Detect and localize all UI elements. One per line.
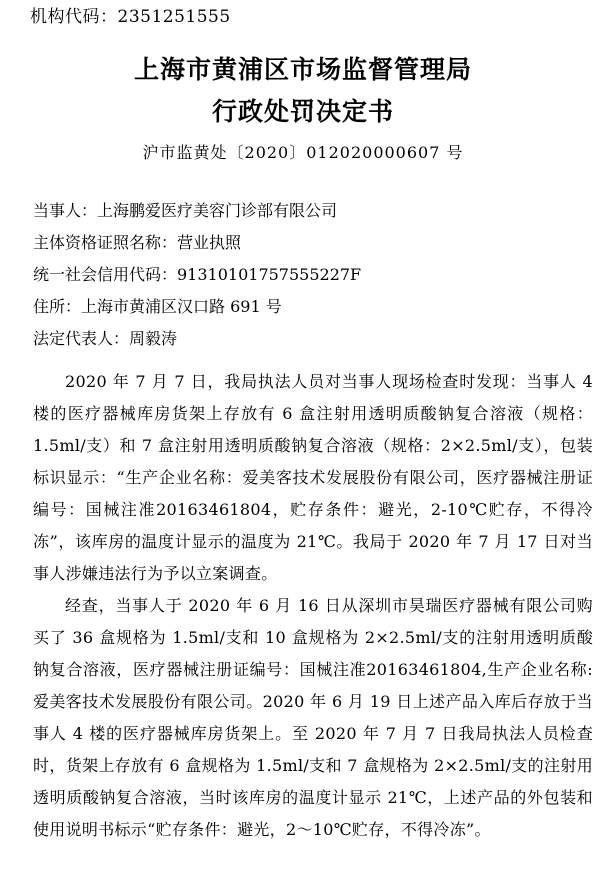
document-title: 行政处罚决定书: [211, 97, 394, 126]
party-legal-rep: 法定代表人：周毅涛: [33, 329, 178, 348]
org-code: 机构代码：2351251555: [30, 7, 231, 27]
party-credit-code: 统一社会信用代码：91310101757555227F: [33, 265, 362, 284]
issuer-title: 上海市黄浦区市场监督管理局: [133, 55, 472, 84]
body-paragraph: 经查，当事人于 2020 年 6 月 16 日从深圳市昊瑞医疗器械有限公司购买了 36 盒规格为 1.5ml/支和 10 盒规格为 2×2.5ml/支的注射用透明质酸钠复合溶液，医疗器械注册证编号：国械注准20163461804,生产企业名称:爱美客技术发展股份有限公司。2020 年 6 月 19 日上述产品入库后存放于当事人 4 楼的医疗器械库房货架上。至 2020 年 7 月 7 日我局执法人员检查时，货架上存放有 6 盒规格为 1.5ml/支和 7 盒规格为 2×2.5ml/支的注射用透明质酸钠复合溶液，当时该库房的温度计显示 21℃，上述产品的外包装和使用说明书标示“贮存条件：避光，2～10℃贮存，不得冷冻”。: [33, 596, 593, 839]
document-body: [33, 366, 593, 846]
party-address: 住所：上海市黄浦区汉口路 691 号: [33, 297, 282, 316]
body-paragraph: 2020 年 7 月 7 日，我局执法人员对当事人现场检查时发现：当事人 4 楼的医疗器械库房货架上存放有 6 盒注射用透明质酸钠复合溶液（规格：1.5ml/支）和 7 盒注射用透明质酸钠复合溶液（规格：2×2.5ml/支），包装标识显示：“生产企业名称：爱美客技术发展股份有限公司，医疗器械注册证编号：国械注准20163461804，贮存条件：避光，2-10℃贮存，不得冷冻”，该库房的温度计显示的温度为 21℃。我局于 2020 年 7 月 17 日对当事人涉嫌违法行为予以立案调查。: [33, 372, 593, 583]
party-name: 当事人：上海鹏爱医疗美容门诊部有限公司: [33, 201, 338, 220]
party-info: [33, 195, 593, 355]
party-license-type: 主体资格证照名称：营业执照: [33, 233, 242, 252]
document-number: 沪市监黄处〔2020〕012020000607 号: [142, 143, 464, 162]
